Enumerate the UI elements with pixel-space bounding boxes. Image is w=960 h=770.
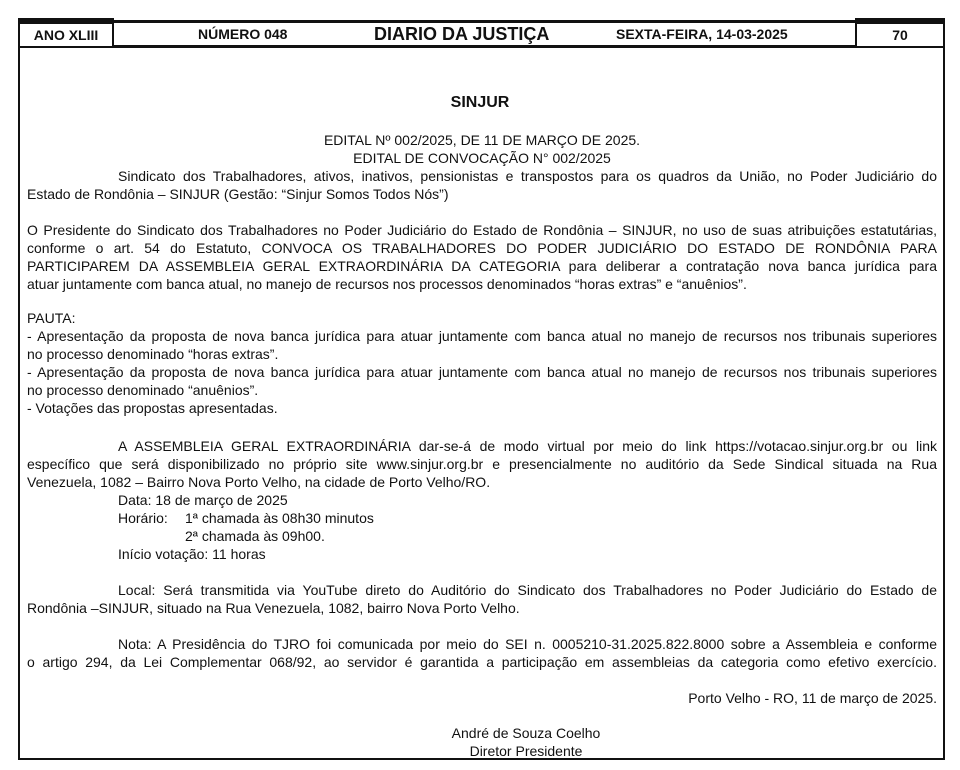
agenda-item: - Apresentação da proposta de nova banca jurídica para atuar juntamente com banca atual no manejo de recursos nos tribunais superiores xyxy=(27,328,937,344)
agenda-item: no processo denominado “horas extras”. xyxy=(27,346,279,362)
first-call: 1ª chamada às 08h30 minutos xyxy=(185,510,374,526)
note-line: Nota: A Presidência do TJRO foi comunicada por meio do SEI n. 0005210-31.2025.822.8000 sobre a Assembleia e conforme xyxy=(118,636,937,652)
assembly-line: A ASSEMBLEIA GERAL EXTRAORDINÁRIA dar-se-á de modo virtual por meio do link https://votacao.sinjur.org.br ou link xyxy=(118,438,937,454)
agenda-item: - Apresentação da proposta de nova banca jurídica para atuar juntamente com banca atual no manejo de recursos nos tribunais superiores xyxy=(27,364,937,380)
year-box xyxy=(18,18,114,48)
signer-role: Diretor Presidente xyxy=(469,743,583,759)
issue-number: NÚMERO 048 xyxy=(198,26,288,42)
page-number: 70 xyxy=(892,27,908,43)
year: ANO XLIII xyxy=(33,27,99,43)
location-line: Local: Será transmitida via YouTube direto do Auditório do Sindicato dos Trabalhadores no Poder Judiciário do Estado de xyxy=(118,582,937,598)
voting-start: Início votação: 11 horas xyxy=(118,546,266,562)
section-title: SINJUR xyxy=(450,94,510,111)
header-bar xyxy=(112,20,855,48)
intro-line: Sindicato dos Trabalhadores, ativos, inativos, pensionistas e transpostos para os quadros da União, no Poder Judiciário do xyxy=(118,168,937,184)
edital-title: EDITAL Nº 002/2025, DE 11 DE MARÇO DE 2025. xyxy=(323,132,641,148)
agenda-label: PAUTA: xyxy=(27,310,76,326)
convocation-line: atuar juntamente com banca atual, no manejo de recursos nos processos denominados “horas extras” e “anuênios”. xyxy=(27,276,747,292)
edital-subtitle: EDITAL DE CONVOCAÇÃO N° 002/2025 xyxy=(353,150,611,166)
second-call: 2ª chamada às 09h00. xyxy=(185,528,325,544)
agenda-item: - Votações das propostas apresentadas. xyxy=(27,400,278,416)
convocation-line: conforme o art. 54 do Estatuto, CONVOCA OS TRABALHADORES DO PODER JUDICIÁRIO DO ESTADO DE RONDÔNIA PARA xyxy=(27,240,937,256)
meeting-date: Data: 18 de março de 2025 xyxy=(118,492,288,508)
convocation-line: PARTICIPAREM DA ASSEMBLEIA GERAL EXTRAORDINÁRIA DA CATEGORIA para deliberar a contratação nova banca jurídica para xyxy=(27,258,937,274)
convocation-line: O Presidente do Sindicato dos Trabalhadores no Poder Judiciário do Estado de Rondônia – SINJUR, no uso de suas atribuições estatutárias, xyxy=(27,222,937,238)
assembly-line: Venezuela, 1082 – Bairro Nova Porto Velho, na cidade de Porto Velho/RO. xyxy=(27,474,491,490)
page-box xyxy=(855,18,945,48)
signer-name: André de Souza Coelho xyxy=(451,725,601,741)
intro-line: Estado de Rondônia – SINJUR (Gestão: “Sinjur Somos Todos Nós”) xyxy=(27,186,449,202)
meeting-time xyxy=(27,509,937,527)
location-line: Rondônia –SINJUR, situado na Rua Venezuela, 1082, bairro Nova Porto Velho. xyxy=(27,600,520,616)
note-line: o artigo 294, da Lei Complementar 068/92, ao servidor é garantida a participação em assembleias da categoria como efetivo exercício. xyxy=(27,654,937,670)
assembly-line: específico que será disponibilizado no próprio site www.sinjur.org.br e presencialmente no auditório da Sede Sindical situada na Rua xyxy=(27,456,937,472)
place-date: Porto Velho - RO, 11 de março de 2025. xyxy=(688,690,937,706)
time-label: Horário: xyxy=(118,510,168,526)
agenda-item: no processo denominado “anuênios”. xyxy=(27,382,259,398)
document-body xyxy=(27,131,937,760)
journal-title: DIARIO DA JUSTIÇA xyxy=(374,24,550,44)
issue-date: SEXTA-FEIRA, 14-03-2025 xyxy=(616,26,788,42)
page-header xyxy=(18,18,945,48)
